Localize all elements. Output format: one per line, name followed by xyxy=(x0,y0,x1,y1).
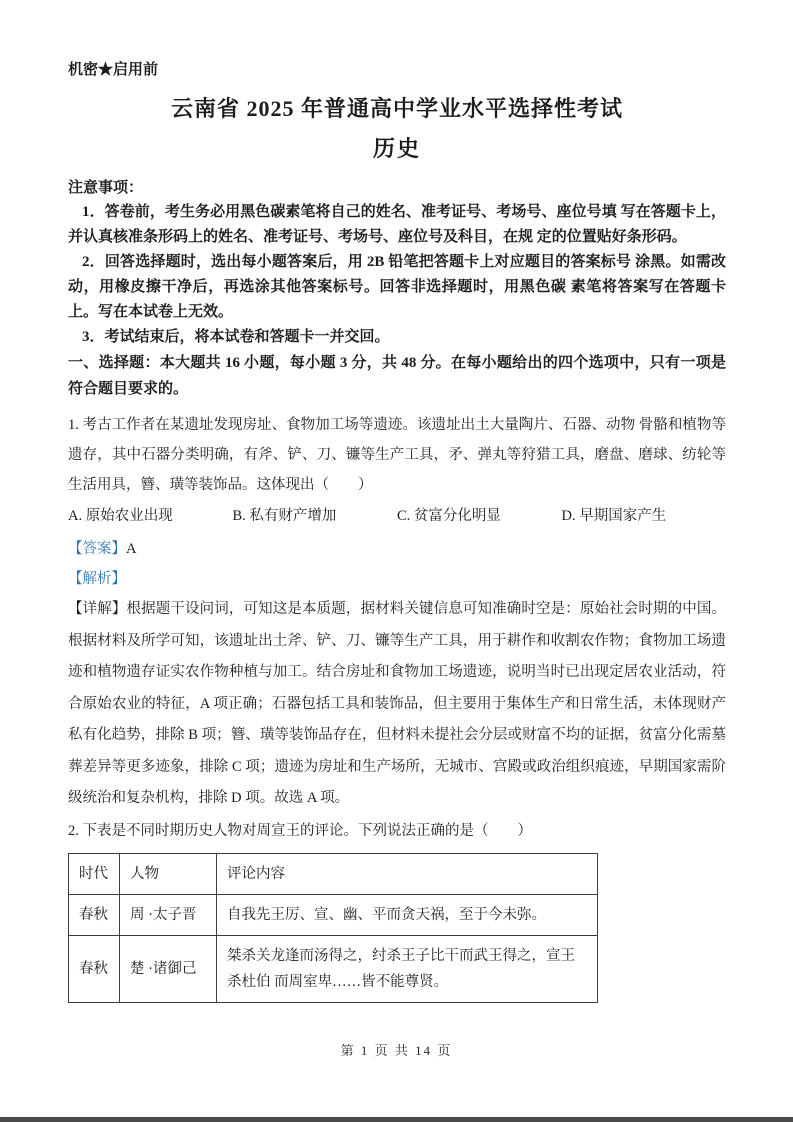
question-1-analysis-label: 【解析】 xyxy=(68,571,126,587)
question-1-option-d: D. 早期国家产生 xyxy=(561,508,667,524)
page-number-footer: 第 1 页 共 14 页 xyxy=(340,1043,453,1058)
notice-item-3: 3．考试结束后，将本试卷和答题卡一并交回。 xyxy=(82,329,390,345)
question-1-stem: 1. 考古工作者在某遗址发现房址、食物加工场等遗迹。该遗址出土大量陶片、石器、动物 骨骼和植物等遗存，其中石器分类明确，有斧、铲、刀、镰等生产工具，矛、弹丸等狩猎工具，磨盘、磨球、纺轮等生活用具，簪、璜等装饰品。这体现出（ ） xyxy=(68,417,726,493)
table-cell-comment: 桀杀关龙逢而汤得之，纣杀王子比干而武王得之，宣王杀杜伯 而周室卑……皆不能尊贤。 xyxy=(217,935,598,1002)
table-header-person: 人物 xyxy=(120,853,217,894)
table-header-comment: 评论内容 xyxy=(217,853,598,894)
exam-subject: 历史 xyxy=(372,136,421,161)
table-header-era: 时代 xyxy=(69,853,120,894)
question-1-answer-line xyxy=(68,534,726,564)
confidential-marking: 机密★启用前 xyxy=(68,62,159,78)
table-header-row xyxy=(69,853,598,894)
question-2-table xyxy=(68,853,598,1003)
table-cell-era: 春秋 xyxy=(69,894,120,935)
answer-value: A xyxy=(126,541,137,557)
notice-heading: 注意事项： xyxy=(68,180,144,196)
page-content xyxy=(68,60,726,1003)
notice-item-2: 2．回答选择题时，选出每小题答案后，用 2B 铅笔把答题卡上对应题目的答案标号 涂黑。如需改动，用橡皮擦干净后，再选涂其他答案标号。回答非选择题时，用黑色碳 素笔将答案写在答题卡上。写在本试卷上无效。 xyxy=(68,254,726,320)
page-bottom-edge xyxy=(0,1117,793,1122)
question-1-detail-explanation: 【详解】根据题干设问词，可知这是本质题，据材料关键信息可知准确时空是：原始社会时期的中国。根据材料及所学可知，该遗址出土斧、铲、刀、镰等生产工具，用于耕作和收割农作物；食物加工场遗迹和植物遗存证实农作物种植与加工。结合房址和食物加工场遗迹，说明当时已出现定居农业活动，符合原始农业的特征，A 项正确；石器包括工具和装饰品，但主要用于集体生产和日常生活，未体现财产私有化趋势，排除 B 项；簪、璜等装饰品存在，但材料未提社会分层或财富不均的证据，贫富分化需墓葬差异等更多迹象，排除 C 项；遗迹为房址和生产场所，无城市、宫殿或政治组织痕迹，早期国家需阶级统治和复杂机构，排除 D 项。故选 A 项。 xyxy=(68,601,726,806)
table-cell-era: 春秋 xyxy=(69,935,120,1002)
section-heading-multiple-choice: 一、选择题：本大题共 16 小题，每小题 3 分，共 48 分。在每小题给出的四个选项中，只有一项是符合题目要求的。 xyxy=(68,355,726,397)
table-cell-comment: 自我先王厉、宣、幽、平而贪天祸，至于今未弥。 xyxy=(217,894,598,935)
notice-item-1: 1．答卷前，考生务必用黑色碳素笔将自己的姓名、准考证号、考场号、座位号填 写在答题卡上，并认真核准条形码上的姓名、准考证号、考场号、座位号及科目，在规 定的位置贴好条形码。 xyxy=(68,204,726,245)
table-cell-person: 楚 ·诸御己 xyxy=(120,935,217,1002)
question-1-option-b: B. 私有财产增加 xyxy=(232,508,337,524)
table-row xyxy=(69,935,598,1002)
answer-label: 【答案】 xyxy=(68,541,126,557)
table-cell-person: 周 ·太子晋 xyxy=(120,894,217,935)
exam-title: 云南省 2025 年普通高中学业水平选择性考试 xyxy=(170,96,623,121)
table-row xyxy=(69,894,598,935)
question-2-stem: 2. 下表是不同时期历史人物对周宣王的评论。下列说法正确的是（ ） xyxy=(68,822,532,839)
question-1-option-a: A. 原始农业出现 xyxy=(68,508,173,524)
question-1-option-c: C. 贫富分化明显 xyxy=(397,508,501,524)
question-1-options xyxy=(68,501,726,531)
